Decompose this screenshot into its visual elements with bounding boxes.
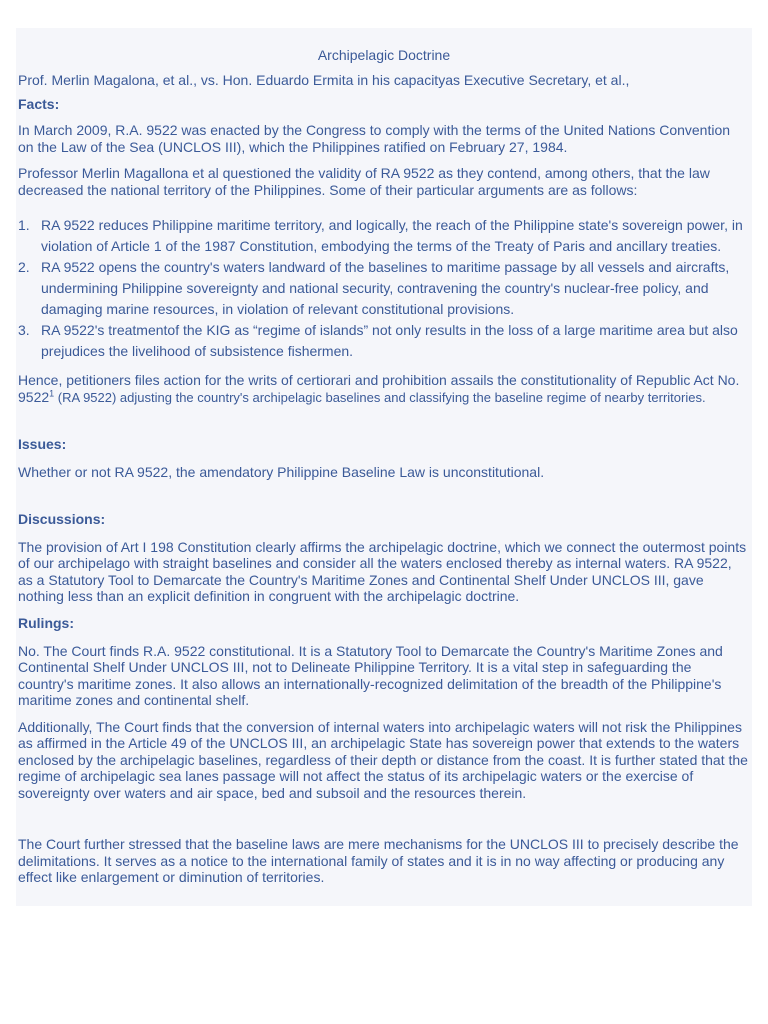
issues-heading: Issues:	[18, 436, 67, 452]
argument-item-3	[16, 320, 752, 362]
petition-text-continued: (RA 9522) adjusting the country's archipelagic baselines and classifying the baseline regime of nearby territories.	[54, 389, 706, 405]
rulings-paragraph-1: No. The Court finds R.A. 9522 constitutional. It is a Statutory Tool to Demarcate the Country's Maritime Zones and Continental Shelf Under UNCLOS III, not to Delineate Philippine Territory. It is a vital step in safeguarding the country's maritime zones. It also allows an internationally-recognized delimitation of the breadth of the Philippine's maritime zones and continental shelf.	[18, 642, 723, 708]
argument-text: RA 9522 reduces Philippine maritime territory, and logically, the reach of the Philippine state's sovereign power, in violation of Article 1 of the 1987 Constitution, embodying the terms of the Treaty of Paris and ancillary treaties.	[41, 217, 743, 254]
argument-number: 1.	[18, 217, 30, 233]
facts-paragraph-3	[16, 372, 752, 406]
argument-text: RA 9522's treatmentof the KIG as “regime of islands” not only results in the loss of a large maritime area but also prejudices the livelihood of subsistence fishermen.	[41, 322, 738, 359]
facts-paragraph-1: In March 2009, R.A. 9522 was enacted by the Congress to comply with the terms of the United Nations Convention on the Law of the Sea (UNCLOS III), which the Philippines ratified on February 27, 1984.	[18, 122, 731, 155]
document-page	[16, 28, 752, 906]
case-title: Prof. Merlin Magalona, et al., vs. Hon. Eduardo Ermita in his capacityas Executive Secretary, et al.,	[18, 72, 630, 88]
footnote-marker: 1	[49, 387, 55, 398]
document-title: Archipelagic Doctrine	[317, 47, 451, 63]
discussions-paragraph: The provision of Art I 198 Constitution clearly affirms the archipelagic doctrine, which we connect the outermost points of our archipelago with straight baselines and consider all the waters enclosed thereby as internal waters. RA 9522, as a Statutory Tool to Demarcate the Country's Maritime Zones and Continental Shelf Under UNCLOS III, gave nothing less than an explicit definition in congruent with the archipelagic doctrine.	[18, 538, 747, 604]
facts-paragraph-2: Professor Merlin Magallona et al questioned the validity of RA 9522 as they contend, among others, that the law decreased the national territory of the Philippines. Some of their particular arguments are as follows:	[18, 165, 710, 198]
argument-number: 3.	[18, 322, 30, 338]
rulings-paragraph-3: The Court further stressed that the baseline laws are mere mechanisms for the UNCLOS III to precisely describe the delimitations. It serves as a notice to the international family of states and it is in no way affecting or producing any effect like enlargement or diminution of territories.	[18, 836, 739, 885]
argument-item-1	[16, 215, 752, 257]
petition-text: Hence, petitioners files action for the writs of certiorari and prohibition assails the constitutionality of Republic Act No. 9522	[18, 372, 740, 405]
facts-heading: Facts:	[18, 96, 60, 112]
rulings-heading: Rulings:	[18, 614, 74, 631]
issues-paragraph: Whether or not RA 9522, the amendatory Philippine Baseline Law is unconstitutional.	[18, 464, 545, 480]
argument-text: RA 9522 opens the country's waters landward of the baselines to maritime passage by all vessels and aircrafts, undermining Philippine sovereignty and national security, contravening the country's nuclear-free policy, and damaging marine resources, in violation of relevant constitutional provisions.	[41, 259, 730, 317]
discussions-heading: Discussions:	[18, 510, 106, 527]
argument-number: 2.	[18, 259, 30, 275]
argument-item-2	[16, 257, 752, 320]
rulings-paragraph-2: Additionally, The Court finds that the conversion of internal waters into archipelagic waters will not risk the Philippines as affirmed in the Article 49 of the UNCLOS III, an archipelagic State has sovereign power that extends to the waters enclosed by the archipelagic baselines, regardless of their depth or distance from the coast. It is further stated that the regime of archipelagic sea lanes passage will not affect the status of its archipelagic waters or the exercise of sovereignty over waters and air space, bed and subsoil and the resources therein.	[18, 718, 748, 801]
arguments-list	[16, 215, 752, 362]
